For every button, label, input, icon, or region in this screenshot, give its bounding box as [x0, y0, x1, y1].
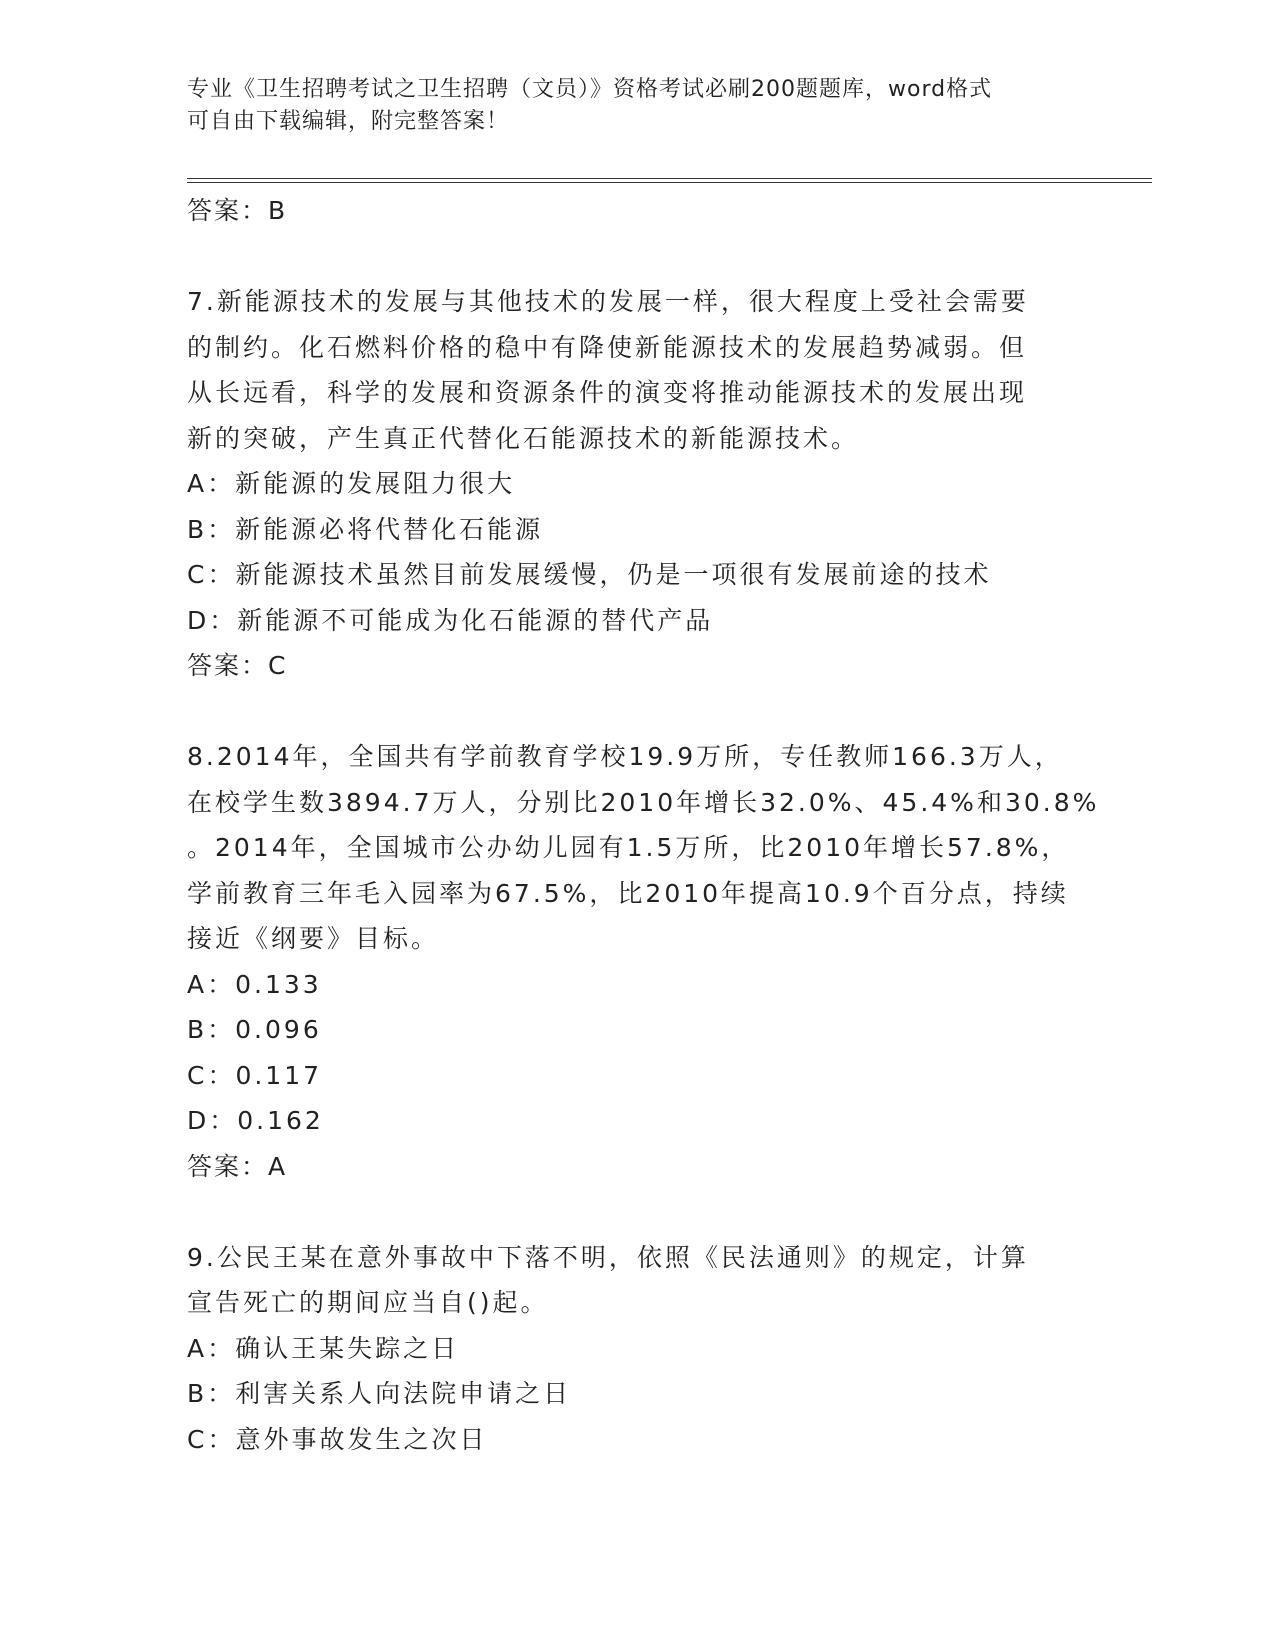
spacer — [187, 1189, 1087, 1235]
question-7-option-c: C：新能源技术虽然目前发展缓慢，仍是一项很有发展前途的技术 — [187, 560, 992, 589]
answer-q7: 答案：C — [187, 651, 288, 680]
question-8-option-d: D：0.162 — [187, 1106, 324, 1135]
header-rule-bottom — [187, 182, 1152, 183]
question-7-option-b: B：新能源必将代替化石能源 — [187, 514, 544, 544]
question-8-stem-line: 接近《纲要》目标。 — [187, 924, 440, 953]
question-9 — [187, 1235, 1087, 1463]
question-7-option-a: A：新能源的发展阻力很大 — [187, 469, 516, 498]
question-8 — [187, 734, 1100, 1189]
question-9-option-b: B：利害关系人向法院申请之日 — [187, 1379, 572, 1408]
answer-q8: 答案：A — [187, 1151, 288, 1181]
question-8-option-c: C：0.117 — [187, 1060, 323, 1090]
question-7-stem-line: 的制约。化石燃料价格的稳中有降使新能源技术的发展趋势减弱。但 — [187, 332, 1028, 362]
spacer — [187, 689, 1087, 735]
question-9-option-a: A：确认王某失踪之日 — [187, 1333, 460, 1363]
header-line-1: 专业《卫生招聘考试之卫生招聘（文员）》资格考试必刷200题题库，word格式 — [187, 77, 993, 102]
question-9-option-c: C：意外事故发生之次日 — [187, 1424, 488, 1454]
question-7-stem-line: 从长远看，科学的发展和资源条件的演变将推动能源技术的发展出现 — [187, 378, 1028, 407]
question-8-stem-line: 在校学生数3894.7万人，分别比2010年增长32.0%、45.4%和30.8% — [187, 787, 1100, 817]
question-8-option-b: B：0.096 — [187, 1015, 322, 1044]
header-line-2: 可自由下载编辑，附完整答案！ — [187, 109, 510, 134]
question-8-stem-line: 学前教育三年毛入园率为67.5%，比2010年提高10.9个百分点，持续 — [187, 878, 1069, 908]
question-8-stem-line: 。2014年，全国城市公办幼儿园有1.5万所，比2010年增长57.8%， — [187, 833, 1070, 862]
question-7-option-d: D：新能源不可能成为化石能源的替代产品 — [187, 605, 714, 635]
question-9-stem-line: 宣告死亡的期间应当自()起。 — [187, 1288, 549, 1317]
question-7-stem-line: 7.新能源技术的发展与其他技术的发展一样，很大程度上受社会需要 — [187, 287, 1029, 316]
answer-q6: 答案：B — [187, 196, 288, 225]
question-7 — [187, 279, 1087, 689]
header-rule-top — [187, 178, 1152, 179]
spacer — [187, 234, 1087, 280]
question-9-stem-line: 9.公民王某在意外事故中下落不明，依照《民法通则》的规定，计算 — [187, 1242, 1029, 1272]
question-8-stem-line: 8.2014年，全国共有学前教育学校19.9万所，专任教师166.3万人， — [187, 742, 1063, 771]
document-body — [187, 188, 1100, 1462]
question-8-option-a: A：0.133 — [187, 969, 322, 999]
question-7-stem-line: 新的突破，产生真正代替化石能源技术的新能源技术。 — [187, 423, 860, 453]
document-header — [187, 74, 1087, 138]
